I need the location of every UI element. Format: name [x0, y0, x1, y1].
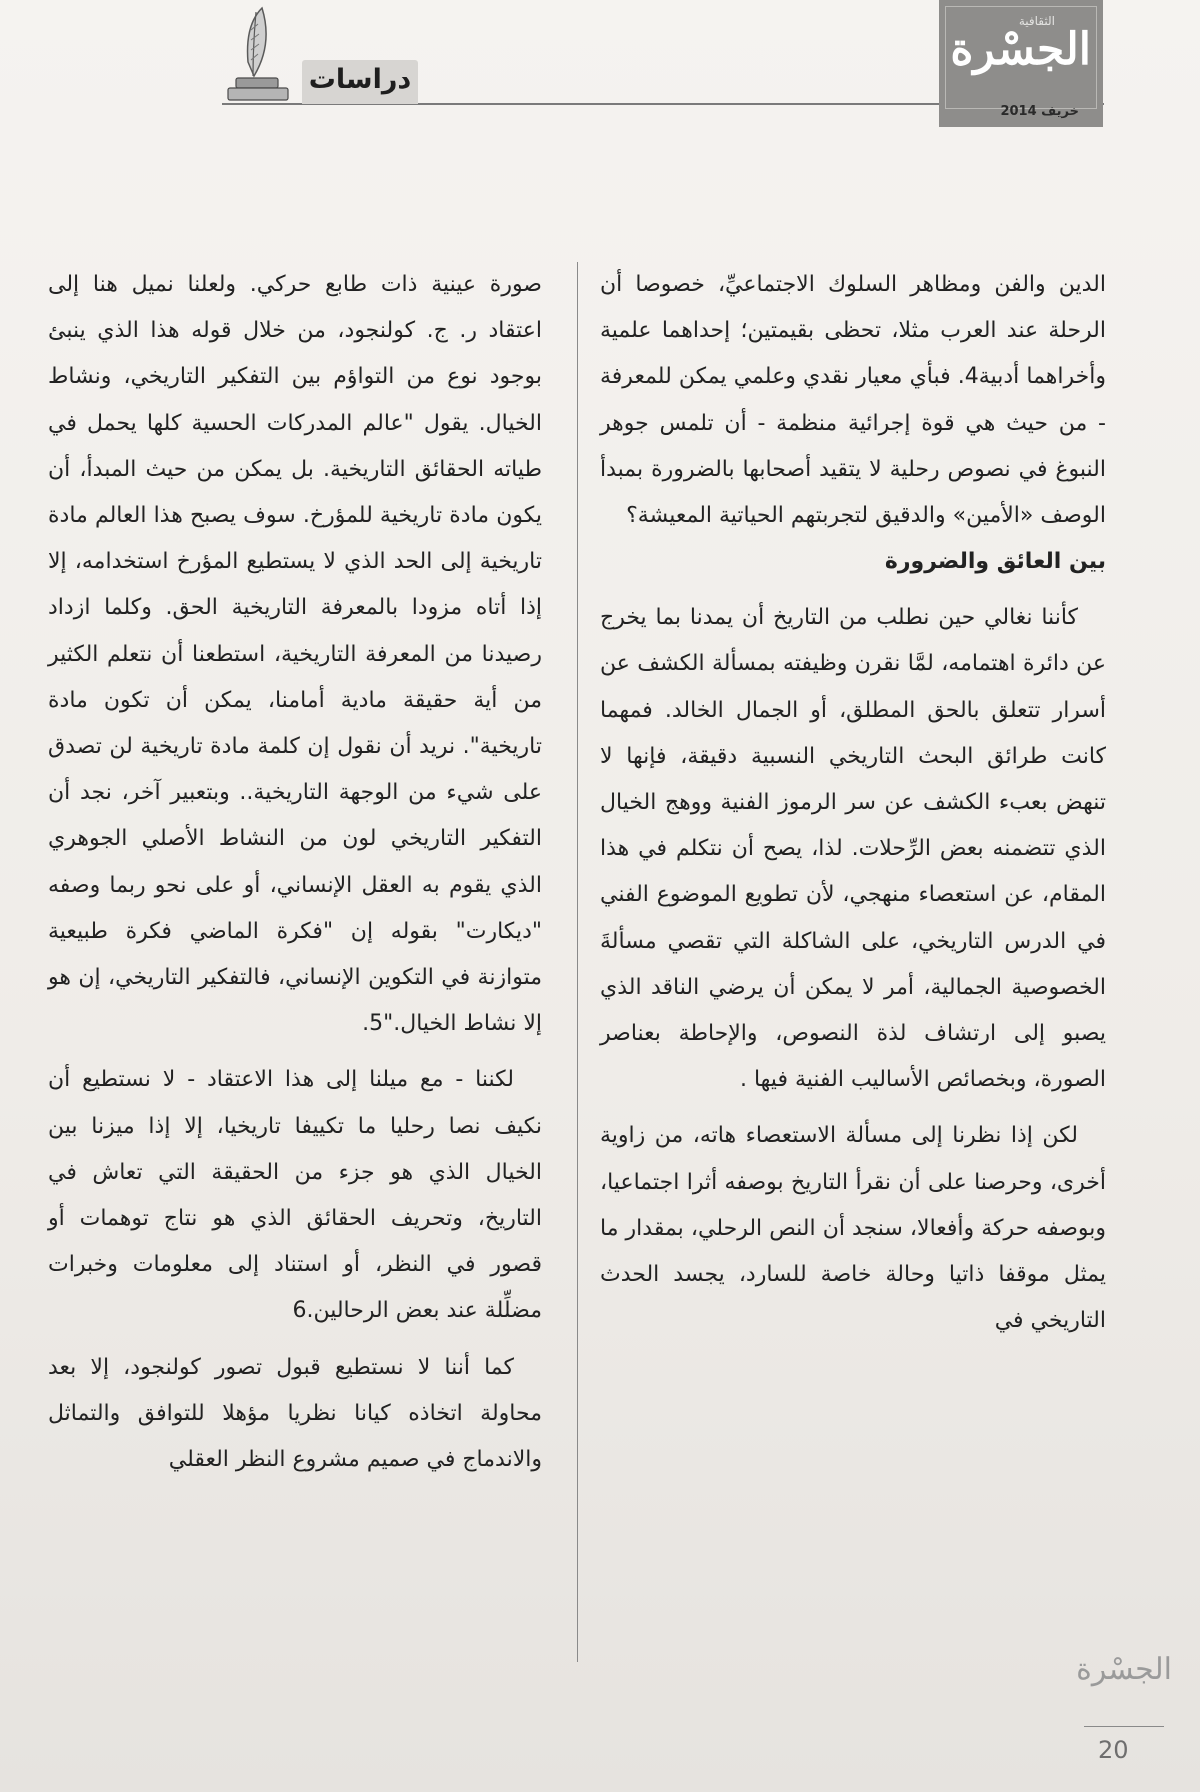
- page-number: 20: [1098, 1736, 1129, 1764]
- paragraph: لكن إذا نظرنا إلى مسألة الاستعصاء هاته، من زاوية أخرى، وحرصنا على أن نقرأ التاريخ بوصفه أثرا اجتماعيا، وبوصفه حركة وأفعالا، سنجد أن النص الرحلي، بمقدار ما يمثل موقفا ذاتيا وحالة خاصة للسارد، يجسد الحدث التاريخي في: [600, 1123, 1106, 1334]
- column-divider: [577, 262, 578, 1662]
- paragraph: لكننا - مع ميلنا إلى هذا الاعتقاد - لا نستطيع أن نكيف نصا رحليا ما تكييفا تاريخيا، إلا إذا ميزنا بين الخيال الذي هو جزء من الحقيقة التي تعاش في التاريخ، وتحريف الحقائق الذي هو نتاج توهمات أو قصور في النظر، أو استناد إلى معلومات وخبرات مضلِّلة عند بعض الرحالين.6: [48, 1067, 542, 1324]
- paragraph: كأننا نغالي حين نطلب من التاريخ أن يمدنا بما يخرج عن دائرة اهتمامه، لمَّا نقرن وظيفته بمسألة الكشف عن أسرار تتعلق بالحق المطلق، أو الجمال الخالد. فمهما كانت طرائق البحث التاريخي النسبية دقيقة، فإنها لا تنهض بعبء الكشف عن سر الرموز الفنية ووهج الخيال الذي تتضمنه بعض الرِّحلات. لذا، يصح أن نتكلم في هذا المقام، عن استعصاء منهجي، لأن تطويع الموضوع الفني في الدرس التاريخي، على الشاكلة التي تقصي مسألةَ الخصوصية الجمالية، أمر لا يمكن أن يرضي الناقد الذي يصبو إلى ارتشاف لذة النصوص، والإحاطة بعناصر الصورة، وبخصائص الأساليب الفنية فيها .: [600, 605, 1106, 1093]
- paragraph: الدين والفن ومظاهر السلوك الاجتماعيِّ، خصوصا أن الرحلة عند العرب مثلا، تحظى بقيمتين؛ إحداهما علمية وأخراهما أدبية4. فبأي معيار نقدي وعلمي يمكن للمعرفة - من حيث هي قوة إجرائية منظمة - أن تلمس جوهر النبوغ في نصوص رحلية لا يتقيد أصحابها بالضرورة بمبدأ الوصف «الأمين» والدقيق لتجربتهم الحياتية المعيشة؟: [600, 272, 1106, 529]
- paragraph: صورة عينية ذات طابع حركي. ولعلنا نميل هنا إلى اعتقاد ر. ج. كولنجود، من خلال قوله هذا الذي ينبئ بوجود نوع من التواؤم بين التفكير التاريخي، ونشاط الخيال. يقول "عالم المدركات الحسية كلها يحمل في طياته الحقائق التاريخية. بل يمكن من حيث المبدأ، أن يكون مادة تاريخية للمؤرخ. سوف يصبح هذا العالم مادة تاريخية إلى الحد الذي لا يستطيع المؤرخ استخدامه، إلا إذا أتاه مزودا بالمعرفة التاريخية الحق. وكلما ازداد رصيدنا من المعرفة التاريخية، استطعنا أن نتعلم الكثير من أية حقيقة مادية أمامنا، يمكن أن تكون مادة تاريخية". نريد أن نقول إن كلمة مادة تاريخية لن تصدق على شيء من الوجهة التاريخية.. وبتعبير آخر، نجد أن التفكير التاريخي لون من النشاط الأصلي الجوهري الذي يقوم به العقل الإنساني، أو على نحو ربما وصفه "ديكارت" بقوله إن "فكرة الماضي فكرة طبيعية متوازنة في التكوين الإنساني، فالتفكير التاريخي، إن هو إلا نشاط الخيال."5.: [48, 272, 542, 1037]
- section-label: دراسات: [308, 64, 412, 95]
- subheading: بين العائق والضرورة: [884, 549, 1106, 575]
- right-column: [600, 262, 1106, 1344]
- paragraph: كما أننا لا نستطيع قبول تصور كولنجود، إلا بعد محاولة اتخاذه كيانا نظريا مؤهلا للتوافق والتماثل والاندماج في صميم مشروع النظر العقلي: [48, 1354, 542, 1473]
- issue-label: خريف 2014: [1000, 104, 1079, 119]
- masthead-subtitle: الثقافية: [1018, 14, 1055, 28]
- left-column: [48, 262, 542, 1483]
- footer-logo: الجسْرة: [1076, 1652, 1172, 1687]
- section-tab: [302, 60, 418, 104]
- feather-quill-icon: [222, 4, 294, 102]
- masthead-logo: الجسْرة: [950, 24, 1091, 75]
- footer-rule: [1084, 1726, 1164, 1727]
- masthead: [939, 0, 1103, 127]
